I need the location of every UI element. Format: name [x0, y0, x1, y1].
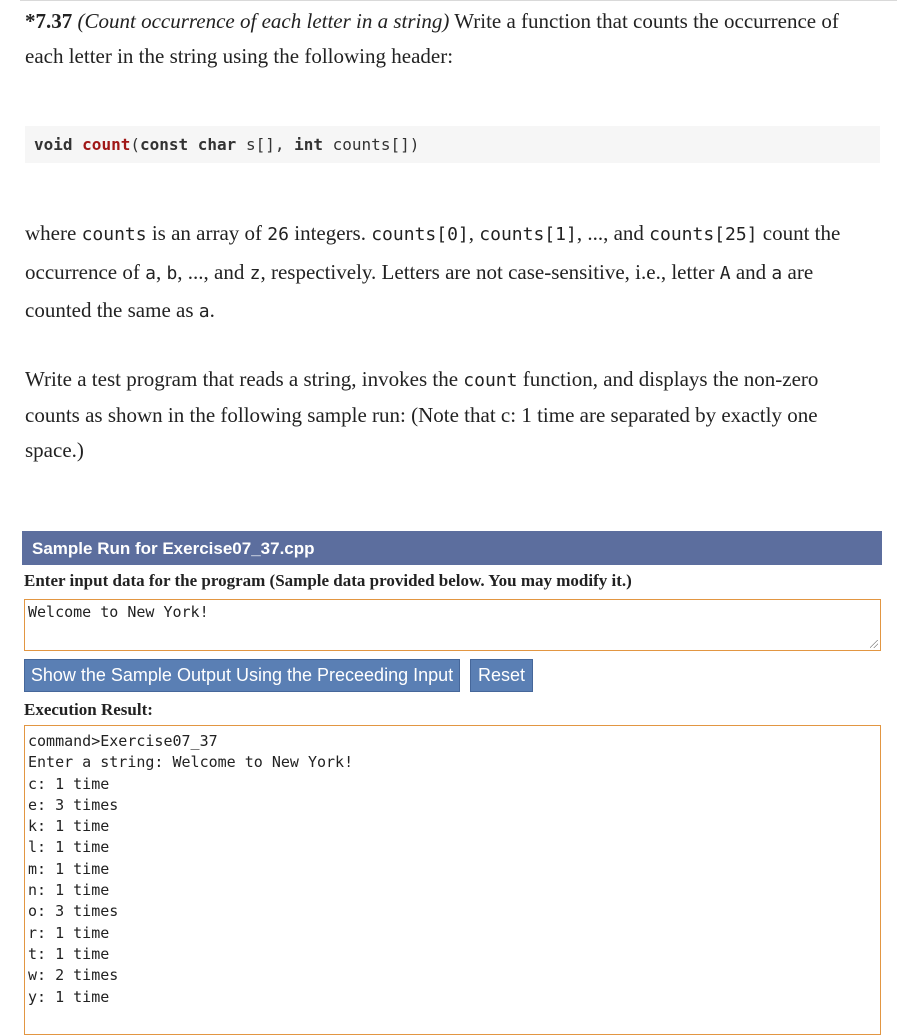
function-header-code [25, 126, 880, 163]
execution-output [24, 725, 881, 1035]
sample-input-textarea[interactable] [24, 599, 881, 651]
output-line: Enter a string: Welcome to New York! [28, 753, 354, 772]
code-keyword-const-char: const char [139, 135, 237, 154]
code-A: A [719, 262, 731, 284]
text: . [209, 298, 215, 322]
text: , ..., and [177, 259, 250, 284]
text: is an array of [146, 221, 268, 245]
output-line: command>Exercise07_37 [28, 732, 218, 750]
code-keyword-void: void [34, 135, 73, 154]
text: Write a test program that reads a string, invokes the [25, 367, 464, 391]
text: , ..., and [576, 221, 650, 245]
code-z: z [249, 262, 261, 284]
code-param-s: s[], [236, 135, 295, 154]
exercise-title: (Count occurrence of each letter in a string) [77, 9, 450, 33]
problem-intro [25, 4, 870, 74]
output-line: r: 1 time [28, 923, 110, 942]
output-line: k: 1 time [28, 817, 110, 836]
code-counts: counts [81, 224, 147, 245]
code-param-counts: counts[]) [323, 135, 420, 154]
code-a: a [198, 301, 210, 322]
output-line: y: 1 time [28, 987, 110, 1006]
sample-run-header: Sample Run for Exercise07_37.cpp [22, 531, 882, 565]
output-line: c: 1 time [28, 774, 110, 793]
text: function, and displays the non-zero counts as shown in the following sample run: (Note that c: 1 time are separated by exactly one space.) [25, 367, 819, 462]
code-counts1: counts[1] [479, 224, 577, 245]
sample-input-value: Welcome to New York! [28, 603, 209, 621]
code-function-name: count [82, 135, 131, 154]
output-line: n: 1 time [28, 881, 110, 900]
output-line: o: 3 times [28, 902, 119, 921]
code-a: a [145, 262, 156, 284]
exercise-number: *7.37 [25, 9, 73, 33]
output-line: e: 3 times [28, 795, 119, 814]
text: where [25, 221, 82, 245]
code-counts25: counts[25] [649, 224, 758, 245]
description-paragraph [25, 215, 870, 331]
text: , [155, 259, 167, 284]
text: are counted the same as [25, 259, 814, 322]
text: , [468, 221, 480, 245]
resize-grip-icon[interactable] [870, 640, 878, 648]
text: and [730, 259, 772, 284]
code-counts0: counts[0] [371, 224, 469, 245]
top-divider [20, 0, 897, 1]
output-line: l: 1 time [28, 838, 110, 857]
code-a: a [771, 262, 783, 284]
code-keyword-int: int [294, 135, 324, 154]
code-paren: ( [130, 135, 140, 154]
code-b: b [166, 262, 178, 284]
show-sample-output-button[interactable]: Show the Sample Output Using the Preceeding Input [24, 659, 460, 692]
test-program-paragraph [25, 362, 870, 468]
text: , respectively. Letters are not case-sensitive, i.e., letter [260, 259, 720, 284]
output-line: t: 1 time [28, 944, 110, 963]
text: count the occurrence of [25, 221, 841, 284]
exercise-intro: Write a function that counts the occurrence of each letter in the string using the following header: [25, 9, 839, 68]
output-line: w: 2 times [28, 966, 119, 985]
input-label: Enter input data for the program (Sample data provided below. You may modify it.) [24, 571, 632, 590]
code-26: 26 [267, 224, 289, 245]
text: integers. [288, 221, 372, 245]
output-line: m: 1 time [28, 859, 110, 878]
execution-result-label: Execution Result: [24, 700, 153, 719]
reset-button[interactable]: Reset [470, 659, 533, 692]
code-count: count [463, 370, 518, 391]
